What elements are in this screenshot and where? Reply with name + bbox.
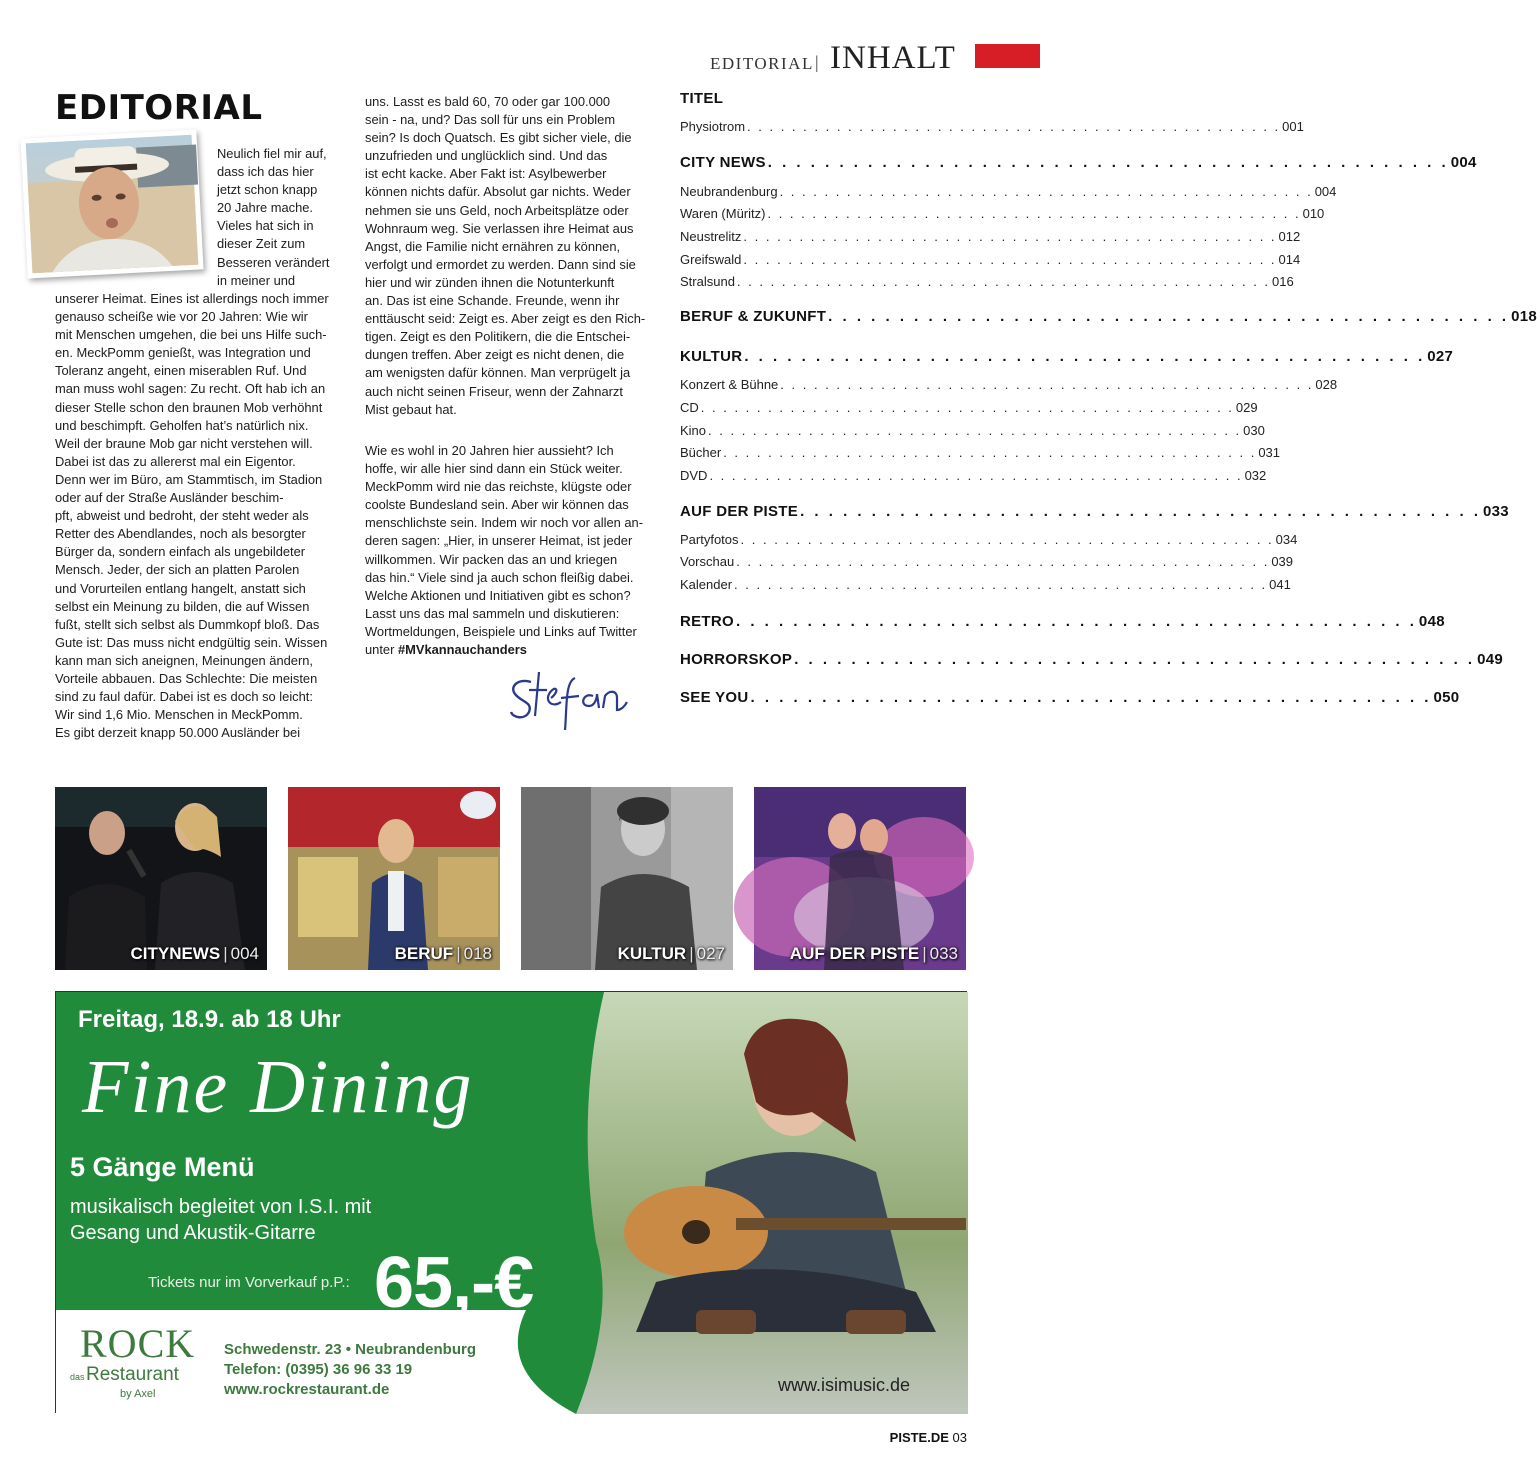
text-line: mit Menschen umgehen, die bei uns Hilfe such-	[55, 327, 327, 343]
text-line: in meiner und	[217, 272, 296, 288]
ad-phone: Telefon: (0395) 36 96 33 19	[224, 1361, 413, 1378]
text-line: nehmen sie uns Geld, noch Arbeitsplätze oder	[365, 202, 629, 218]
text-line: sein - na, und? Das soll für uns ein Problem	[365, 112, 616, 128]
text-line: unzufrieden und unglücklich sind. Und das	[365, 148, 608, 164]
toc-item[interactable]: CD . . . . . . . . . . . . . . . . . . . . . . . . . . . . . . . . . . . . . . . . . . . . . . . . 029	[680, 399, 1258, 415]
ad-address: Schwedenstr. 23 • Neubrandenburg	[224, 1341, 476, 1358]
text-line: 20 Jahre mache.	[217, 200, 314, 216]
toc-item[interactable]: Kalender . . . . . . . . . . . . . . . . . . . . . . . . . . . . . . . . . . . . . . . . . . . . . . . . 041	[680, 576, 1291, 592]
text-line: oder auf der Straße Ausländer beschim-	[55, 490, 284, 506]
header-editorial: EDITORIAL	[710, 54, 814, 73]
text-line: Wir sind 1,6 Mio. Menschen in MeckPomm.	[55, 707, 303, 723]
ad-music-line-1: musikalisch begleitet von I.S.I. mit	[70, 1196, 372, 1218]
text-line: dieser Stelle schon den braunen Mob verhöhnt	[55, 399, 323, 415]
tile-beruf-image	[288, 787, 500, 970]
ad-website-isimusic[interactable]: www.isimusic.de	[778, 1375, 911, 1395]
text-line: MeckPomm wird nie das reichste, klügste oder	[365, 479, 632, 495]
table-of-contents	[680, 90, 1537, 713]
page-number: 03	[952, 1430, 967, 1445]
tile-kultur-image	[521, 787, 733, 970]
ad-price: 65,-€	[374, 1243, 534, 1323]
text-line: Retter des Abendlandes, noch als besorgter	[55, 526, 306, 542]
text-line: Dabei ist das zu allererst mal ein Eigentor.	[55, 453, 296, 469]
header-accent-bar	[975, 44, 1040, 68]
tile-auf-der-piste-image	[754, 787, 966, 970]
text-line: menschlichste sein. Indem wir noch vor allen an-	[365, 515, 643, 531]
author-photo-image	[26, 135, 199, 274]
editorial-title: EDITORIAL	[55, 88, 263, 128]
ad-date: Freitag, 18.9. ab 18 Uhr	[78, 1006, 341, 1033]
toc-item[interactable]: Konzert & Bühne . . . . . . . . . . . . . . . . . . . . . . . . . . . . . . . . . . . . . . . . . . . . . . . . 028	[680, 377, 1338, 393]
tile-citynews[interactable]	[55, 787, 267, 970]
toc-item[interactable]: Physiotrom . . . . . . . . . . . . . . . . . . . . . . . . . . . . . . . . . . . . . . . . . . . . . . . . 001	[680, 119, 1304, 134]
page-footer	[890, 1430, 967, 1445]
text-line: Weil der braune Mob gar nicht verstehen will.	[55, 435, 313, 451]
text-line: Gute ist: Das muss nicht endgültig sein. Wissen	[55, 634, 328, 650]
text-line: uns. Lasst es bald 60, 70 oder gar 100.000	[365, 94, 611, 109]
ad-address-block	[224, 1340, 476, 1400]
text-line: Vorteile abbauen. Das Schlechte: Die meisten	[55, 670, 318, 686]
advertisement-fine-dining[interactable]	[55, 991, 967, 1413]
toc-item[interactable]: Waren (Müritz) . . . . . . . . . . . . . . . . . . . . . . . . . . . . . . . . . . . . . . . . . . . . . . . . 010	[680, 206, 1325, 222]
text-line: Mensch. Jeder, der sich an platten Parolen	[55, 562, 300, 578]
text-line: sein? Is doch Quatsch. Es gibt sicher viele, die	[365, 130, 632, 146]
tile-beruf[interactable]	[288, 787, 500, 970]
text-line: dass ich das hier	[217, 164, 314, 180]
ad-fine-dining-title: Fine Dining	[82, 1045, 474, 1129]
page-header	[700, 42, 1040, 76]
text-line: am wenigsten dafür können. Man verprügelt ja	[365, 365, 631, 381]
text-line: und beschimpft. Geholfen hat’s natürlich nix.	[55, 417, 309, 433]
text-line: deren sagen: „Hier, in unserer Heimat, ist jeder	[365, 533, 633, 549]
text-line: Denn wer im Büro, am Stammtisch, im Stadion	[55, 471, 323, 487]
text-line: Besseren verändert	[217, 254, 330, 270]
hashtag-link[interactable]: #MVkannauchanders	[397, 642, 527, 658]
text-line: selbst ein Meinung zu bilden, die auf Wissen	[55, 598, 310, 614]
text-line: Es gibt derzeit knapp 50.000 Ausländer bei	[55, 725, 301, 741]
text-line: das hin.“ Viele sind ja auch schon fleißig dabei.	[365, 569, 634, 585]
text-line: tigen. Zeigt es den Politikern, die die Entschei-	[365, 329, 631, 345]
text-line: Neulich fiel mir auf,	[217, 146, 327, 161]
toc-item[interactable]: Partyfotos . . . . . . . . . . . . . . . . . . . . . . . . . . . . . . . . . . . . . . . . . . . . . . . . 034	[680, 531, 1298, 547]
toc-section-beruf[interactable]: BERUF & ZUKUNFT . . . . . . . . . . . . . . . . . . . . . . . . . . . . . . . . . . . . . . . . . . . . . . . . 018	[680, 308, 1537, 326]
text-line: kann man sich aneignen, Meinungen ändern,	[55, 652, 313, 668]
editorial-column-1	[55, 290, 329, 742]
text-line: auch nicht seinen Friseur, wenn der Zahnarzt	[365, 383, 623, 399]
toc-item[interactable]: Stralsund . . . . . . . . . . . . . . . . . . . . . . . . . . . . . . . . . . . . . . . . . . . . . . . . 016	[680, 274, 1294, 290]
text-line: hier und wir zünden ihnen die Notunterkunft	[365, 274, 615, 290]
text-line: man muss wohl sagen: Zu recht. Oft hab ich an	[55, 381, 326, 397]
tile-citynews-image	[55, 787, 267, 970]
text-line: hoffe, wir alle hier sind dann ein Stück weiter.	[365, 461, 623, 477]
toc-section-titel[interactable]: TITEL	[680, 90, 724, 107]
text-line: ist echt kacke. Aber Fakt ist: Asylbewerber	[365, 166, 607, 182]
text-line: sind zu faul dafür. Dabei ist es doch so leicht:	[55, 689, 313, 705]
text-line: Wortmeldungen, Beispiele und Links auf Twitter	[365, 623, 637, 639]
toc-section-retro[interactable]: RETRO . . . . . . . . . . . . . . . . . . . . . . . . . . . . . . . . . . . . . . . . . . . . . . . . 048	[680, 612, 1445, 630]
toc-item[interactable]: Greifswald . . . . . . . . . . . . . . . . . . . . . . . . . . . . . . . . . . . . . . . . . . . . . . . . 014	[680, 251, 1301, 267]
text-line: Angst, die Familie nicht ernähren zu können,	[365, 238, 621, 254]
toc-item[interactable]: Neustrelitz . . . . . . . . . . . . . . . . . . . . . . . . . . . . . . . . . . . . . . . . . . . . . . . . 012	[680, 229, 1301, 245]
toc-section-city-news[interactable]: CITY NEWS . . . . . . . . . . . . . . . . . . . . . . . . . . . . . . . . . . . . . . . . . . . . . . . . 004	[680, 153, 1477, 171]
text-line: unter #MVkannauchanders	[365, 642, 527, 658]
editorial-column-2b	[365, 442, 643, 659]
ad-tickets: Tickets nur im Vorverkauf p.P.:	[148, 1274, 350, 1291]
text-line: enttäuscht seid: Zeigt es. Aber zeigt es den Rich-	[365, 311, 646, 327]
text-line: Mist gebaut hat.	[365, 401, 457, 417]
text-line: Bürger da, sondern einfach als ungebildeter	[55, 544, 306, 560]
toc-item[interactable]: Kino . . . . . . . . . . . . . . . . . . . . . . . . . . . . . . . . . . . . . . . . . . . . . . . . 030	[680, 422, 1265, 438]
tile-caption: CITYNEWS | 004	[130, 944, 259, 963]
tile-caption: AUF DER PISTE | 033	[789, 944, 958, 963]
editorial-column-2	[365, 93, 645, 419]
toc-item[interactable]: Vorschau . . . . . . . . . . . . . . . . . . . . . . . . . . . . . . . . . . . . . . . . . . . . . . . . 039	[680, 554, 1294, 570]
text-line: genauso scheiße wie vor 20 Jahren: Wie wir	[55, 309, 308, 325]
tile-caption: KULTUR | 027	[617, 944, 725, 963]
text-line: unserer Heimat. Eines ist allerdings noch immer	[55, 291, 329, 306]
text-line: an. Das ist eine Schande. Freunde, wenn ihr	[365, 293, 620, 309]
text-line: en. MeckPomm genießt, was Integration und	[55, 345, 311, 361]
tile-kultur[interactable]	[521, 787, 733, 970]
toc-section-kultur[interactable]: KULTUR . . . . . . . . . . . . . . . . . . . . . . . . . . . . . . . . . . . . . . . . . . . . . . . . 027	[680, 348, 1454, 366]
signature	[505, 668, 635, 738]
tile-caption: BERUF | 018	[394, 944, 492, 963]
text-line: Wie es wohl in 20 Jahren hier aussieht? Ich	[365, 443, 614, 458]
text-line: fußt, stellt sich selbst als Dummkopf bloß. Das	[55, 616, 320, 632]
text-line: willkommen. Wir packen das an und kriegen	[365, 551, 618, 567]
text-line: Vieles hat sich in	[217, 218, 314, 234]
toc-item[interactable]: DVD . . . . . . . . . . . . . . . . . . . . . . . . . . . . . . . . . . . . . . . . . . . . . . . . 032	[680, 467, 1267, 483]
text-line: Lasst uns das mal sammeln und diskutieren:	[365, 605, 620, 621]
text-line: coolste Bundesland sein. Aber wir können das	[365, 497, 629, 513]
footer-brand: PISTE.DE	[889, 1430, 949, 1445]
editorial-intro	[217, 145, 330, 290]
text-line: Toleranz angeht, einen miserablen Ruf. Und	[55, 363, 307, 379]
ad-website[interactable]: www.rockrestaurant.de	[224, 1381, 390, 1398]
author-photo	[20, 129, 203, 278]
text-line: können nichts dafür. Absolut gar nichts. Weder	[365, 184, 631, 200]
text-line: verfolgt und ermordet zu werden. Dann sind sie	[365, 256, 636, 272]
text-line: dieser Zeit zum	[217, 236, 306, 252]
ad-music-line-2: Gesang und Akustik-Gitarre	[70, 1222, 316, 1244]
ad-menu: 5 Gänge Menü	[70, 1152, 255, 1182]
toc-item[interactable]: Bücher . . . . . . . . . . . . . . . . . . . . . . . . . . . . . . . . . . . . . . . . . . . . . . . . 031	[680, 445, 1281, 461]
header-separator: |	[815, 52, 819, 72]
text-line: und Vorurteilen entlang hangelt, anstatt sich	[55, 580, 306, 596]
text-line: dungen treffen. Aber zeigt es nicht denen, die	[365, 347, 625, 363]
text-line: Wohnraum weg. Sie verlassen ihre Heimat aus	[365, 220, 634, 236]
toc-item[interactable]: Neubrandenburg . . . . . . . . . . . . . . . . . . . . . . . . . . . . . . . . . . . . . . . . . . . . . . . . 004	[680, 183, 1337, 199]
text-line: Welche Aktionen und Initiativen gibt es schon?	[365, 587, 631, 603]
text-line: pft, abweist und bedroht, der steht weder als	[55, 508, 309, 524]
toc-section-piste[interactable]: AUF DER PISTE . . . . . . . . . . . . . . . . . . . . . . . . . . . . . . . . . . . . . . . . . . . . . . . . 033	[680, 502, 1509, 520]
header-inhalt: INHALT	[830, 40, 956, 76]
rock-restaurant-logo: ROCK das Restaurant by Axel	[70, 1321, 196, 1400]
tile-auf-der-piste[interactable]	[754, 787, 966, 970]
toc-section-see-you[interactable]: SEE YOU . . . . . . . . . . . . . . . . . . . . . . . . . . . . . . . . . . . . . . . . . . . . . . . . 050	[680, 688, 1460, 706]
toc-section-horrorskop[interactable]: HORRORSKOP . . . . . . . . . . . . . . . . . . . . . . . . . . . . . . . . . . . . . . . . . . . . . . . . 049	[680, 650, 1504, 668]
text-line: jetzt schon knapp	[217, 182, 318, 198]
